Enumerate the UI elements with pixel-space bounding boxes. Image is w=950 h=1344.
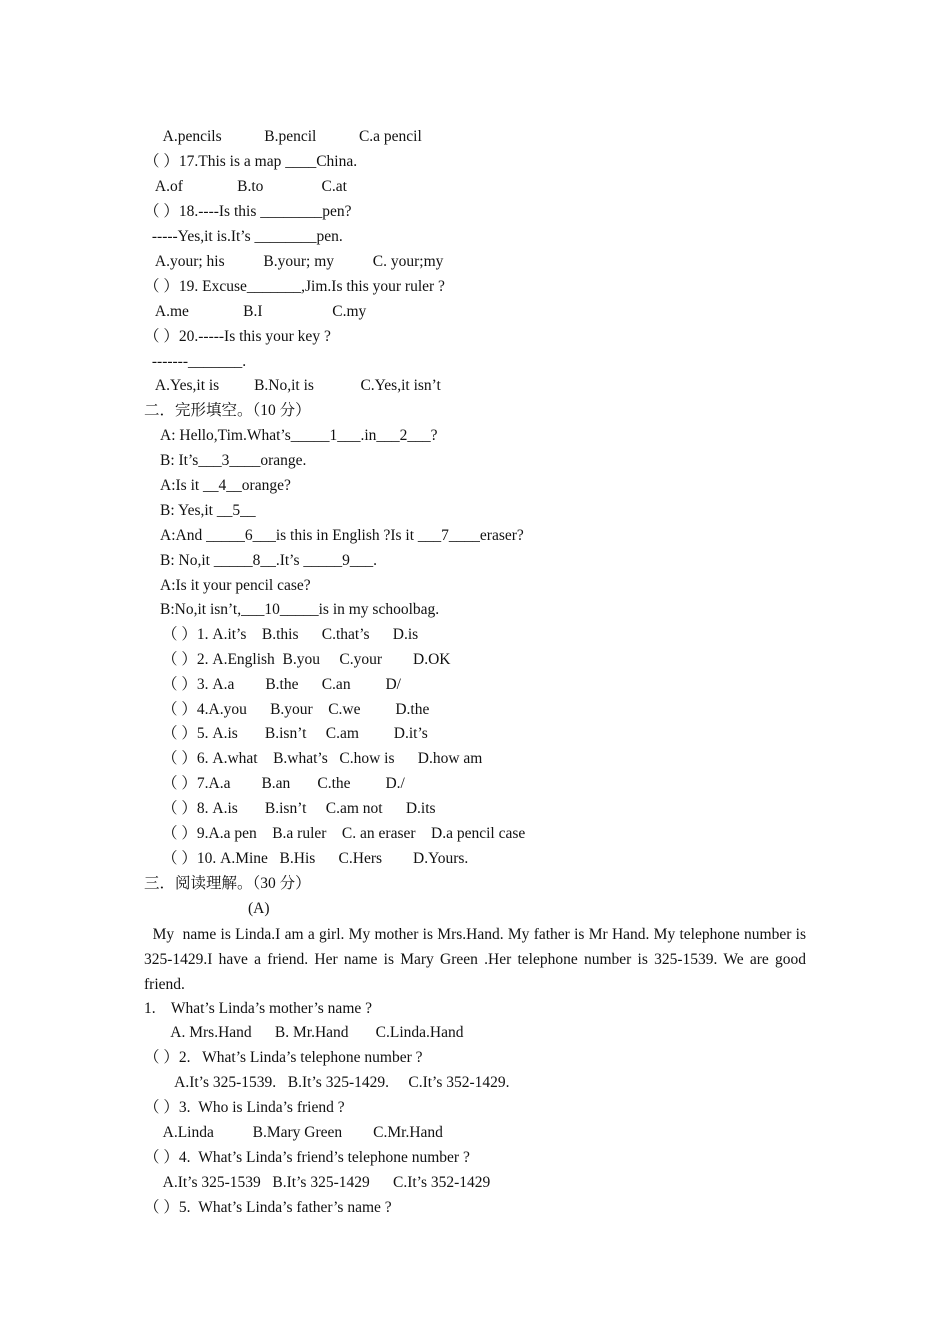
reading-question-5: （ ）5. What’s Linda’s father’s name ? <box>144 1199 392 1216</box>
reading-options-3: A.Linda B.Mary Green C.Mr.Hand <box>148 1124 443 1141</box>
dialogue-line: A: Hello,Tim.What’s_____1___.in___2___? <box>160 427 438 444</box>
reading-section-label: (A) <box>248 900 270 917</box>
reading-passage <box>144 923 810 998</box>
cloze-question-9: （ ）9.A.a pen B.a ruler C. an eraser D.a pencil case <box>162 825 526 842</box>
q18-reply: -----Yes,it is.It’s ________pen. <box>148 228 343 245</box>
cloze-question-5: （ ）5. A.is B.isn’t C.am D.it’s <box>162 725 428 742</box>
cloze-question-10: （ ）10. A.Mine B.His C.Hers D.Yours. <box>162 850 469 867</box>
cloze-question-2: （ ）2. A.English B.you C.your D.OK <box>162 651 451 668</box>
reading-question-2: （ ）2. What’s Linda’s telephone number ? <box>144 1049 423 1066</box>
reading-question-4: （ ）4. What’s Linda’s friend’s telephone number ? <box>144 1149 470 1166</box>
q17-stem: （ ）17.This is a map ____China. <box>144 153 358 170</box>
reading-options-1: A. Mrs.Hand B. Mr.Hand C.Linda.Hand <box>144 1024 464 1041</box>
q16-options: A.pencils B.pencil C.a pencil <box>148 128 422 145</box>
dialogue-line: A:Is it __4__orange? <box>160 477 291 494</box>
section-reading-heading: 三．阅读理解。（30 分） <box>144 875 311 892</box>
cloze-question-8: （ ）8. A.is B.isn’t C.am not D.its <box>162 800 436 817</box>
dialogue-line: A:And _____6___is this in English ?Is it ___7____eraser? <box>160 527 524 544</box>
reading-options-2: A.It’s 325-1539. B.It’s 325-1429. C.It’s 352-1429. <box>144 1074 510 1091</box>
q19-stem: （ ）19. Excuse_______,Jim.Is this your ruler ? <box>144 278 445 295</box>
reading-options-4: A.It’s 325-1539 B.It’s 325-1429 C.It’s 352-1429 <box>148 1174 491 1191</box>
reading-passage-text: My name is Linda.I am a girl. My mother is Mrs.Hand. My father is Mr Hand. My telephone number is 325-1429.I have a friend. Her name is Mary Green .Her telephone number is 325-1539. We are good friend. <box>144 926 810 993</box>
dialogue-line: B: No,it _____8__.It’s _____9___. <box>160 552 378 569</box>
cloze-question-6: （ ）6. A.what B.what’s C.how is D.how am <box>162 750 483 767</box>
q18-stem: （ ）18.----Is this ________pen? <box>144 203 352 220</box>
reading-question-3: （ ）3. Who is Linda’s friend ? <box>144 1099 345 1116</box>
q20-options: A.Yes,it is B.No,it is C.Yes,it isn’t <box>148 377 441 394</box>
q20-stem: （ ）20.-----Is this your key ? <box>144 328 331 345</box>
reading-question-1: 1. What’s Linda’s mother’s name ? <box>144 1000 373 1017</box>
cloze-question-1: （ ）1. A.it’s B.this C.that’s D.is <box>162 626 419 643</box>
q17-options: A.of B.to C.at <box>148 178 347 195</box>
dialogue-line: B: Yes,it __5__ <box>160 502 256 519</box>
q18-options: A.your; his B.your; my C. your;my <box>148 253 444 270</box>
cloze-question-3: （ ）3. A.a B.the C.an D/ <box>162 676 401 693</box>
q20-reply: -------_______. <box>148 353 247 370</box>
cloze-question-4: （ ）4.A.you B.your C.we D.the <box>162 701 430 718</box>
dialogue-line: A:Is it your pencil case? <box>160 577 311 594</box>
section-cloze-heading: 二．完形填空。（10 分） <box>144 402 311 419</box>
q19-options: A.me B.I C.my <box>148 303 367 320</box>
dialogue-line: B:No,it isn’t,___10_____is in my schoolbag. <box>160 601 440 618</box>
dialogue-line: B: It’s___3____orange. <box>160 452 307 469</box>
cloze-question-7: （ ）7.A.a B.an C.the D./ <box>162 775 405 792</box>
